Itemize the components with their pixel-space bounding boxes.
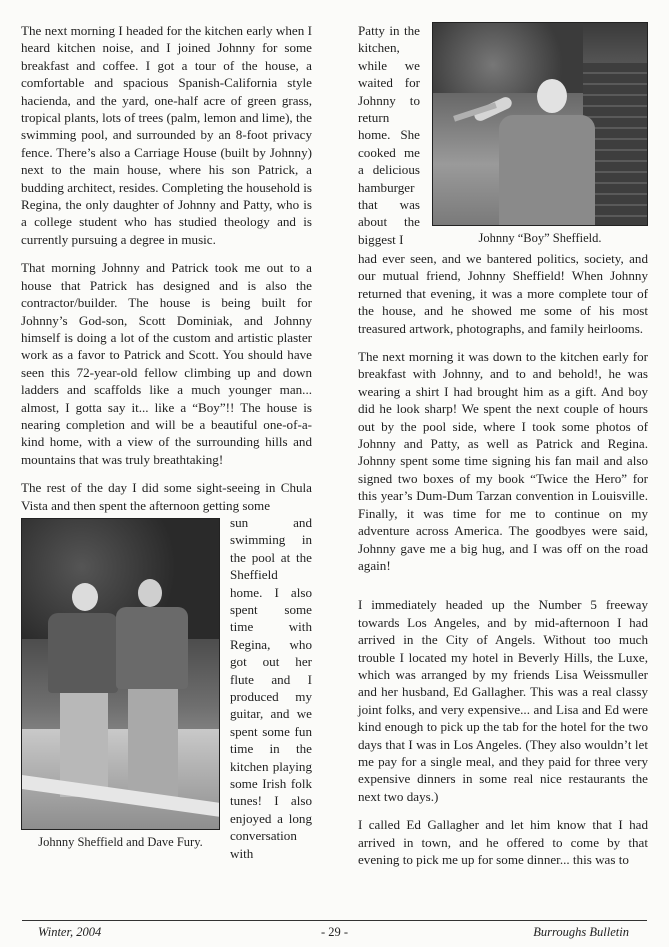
paragraph: I called Ed Gallagher and let him know that I had arrived in town, and he offered to come by that evening to pick me up for some dinner... this was to bbox=[358, 817, 648, 867]
publication-name: Burroughs Bulletin bbox=[533, 925, 629, 939]
paragraph: had ever seen, and we bantered politics, society, and our mutual friend, Johnny Sheffield! When Johnny returned that evening, it was a more complete tour of the house, and he showed me some of his most treasured artwork, photographs, and family heirlooms. bbox=[358, 251, 648, 336]
paragraph: That morning Johnny and Patrick took me out to a house that Patrick has designed and is also the contractor/builder. The house is being built for Johnny’s God-son, Scott Dominiak, and Johnny himself is doing a lot of the custom and artistic plaster work as a favor to Patrick and Scott. You should have seen this 72-year-old fellow climbing up and down ladders and scaffolds like a much younger man... almost, I gotta say it... like a “Boy”!! The house is nearing completion and will be a beautiful one-of-a-kind home, with a view of the surrounding hills and mountains that was truly breathtaking! bbox=[21, 260, 312, 467]
person-head bbox=[72, 583, 98, 611]
right-column bbox=[358, 22, 648, 879]
page-footer bbox=[22, 920, 647, 939]
photo-sheffield-and-fury bbox=[21, 518, 220, 830]
photo-caption: Johnny Sheffield and Dave Fury. bbox=[38, 834, 203, 849]
photo-caption: Johnny “Boy” Sheffield. bbox=[478, 231, 602, 245]
paragraph: The next morning it was down to the kitchen early for breakfast with Johnny, and to and behold!, he was wearing a shirt I had brought him as a gift. And boy did he look sharp! We spent the next couple of hours out by the pool side, where I took some photos of Johnny and Patty, as well as Patrick and Regina. Johnny spent some time signing his fan mail and also signed two boxes of my book “Twice the Hero” for this year’s Dum-Dum Tarzan convention in Louisville. Finally, it was time for me to continue on my adventure across America. The goodbyes were said, Johnny gave me a big hug, and I was off on the road again! bbox=[358, 349, 648, 573]
person-shirt bbox=[48, 613, 118, 693]
page-number: - 29 - bbox=[320, 925, 349, 939]
left-column bbox=[21, 22, 312, 873]
footer-issue: Winter, 2004 bbox=[38, 925, 102, 939]
paragraph: I immediately headed up the Number 5 freeway towards Los Angeles, and by mid-afternoon I had arrived in the City of Angels. Without too much trouble I located my hotel in Beverly Hills, the Luxe, which was arranged by my friends Lisa Weissmuller and her husband, Ed Gallagher. This was a real classy joint folks, and very expensive... and Lisa and Ed were kind enough to pick up the tab for the hotel for the two days that I was in Los Angeles. (They also wouldn’t let me pay for a single meal, and they paid for three very expensive dinners in some real nice restaurants the next two days.) bbox=[358, 597, 648, 804]
paragraph: The rest of the day I did some sight-seeing in Chula Vista and then spent the afternoon getting some bbox=[21, 480, 312, 513]
person-shirt bbox=[499, 115, 595, 225]
paragraph: Patty in the kitchen, while we waited for Johnny to return home. She cooked me a delicious hamburger that was about the biggest I bbox=[358, 23, 420, 247]
person-shirt bbox=[116, 607, 188, 689]
person-trousers bbox=[128, 689, 178, 799]
person-head bbox=[537, 79, 567, 113]
paragraph: The next morning I headed for the kitchen early when I heard kitchen noise, and I joined Johnny for some breakfast and coffee. I got a tour of the house, a comfortable and spacious Spanish-California style hacienda, and the yard, one-half acre of green grass, tropical plants, lots of trees (palm, lemon and lime), the swimming pool, and surrounded by an 8-foot privacy fence. There’s also a Carriage House (built by Johnny) next to the main house, where his son Patrick, a budding architect, resides. Completing the household is Regina, the only daughter of Johnny and Patty, who is a college student who has studied theology and is currently pursuing a degree in music. bbox=[21, 23, 312, 247]
person-head bbox=[138, 579, 162, 607]
paragraph: sun and swimming in the pool at the Sheffield home. I also spent some time with Regina, who got out her flute and I produced my guitar, and we spent some fun time in the kitchen playing some Irish folk tunes! I also enjoyed a long conversation with bbox=[230, 514, 312, 861]
photo-figure-left bbox=[21, 518, 220, 850]
photo-johnny-boy-sheffield bbox=[432, 22, 648, 226]
photo-figure-right bbox=[432, 22, 648, 246]
